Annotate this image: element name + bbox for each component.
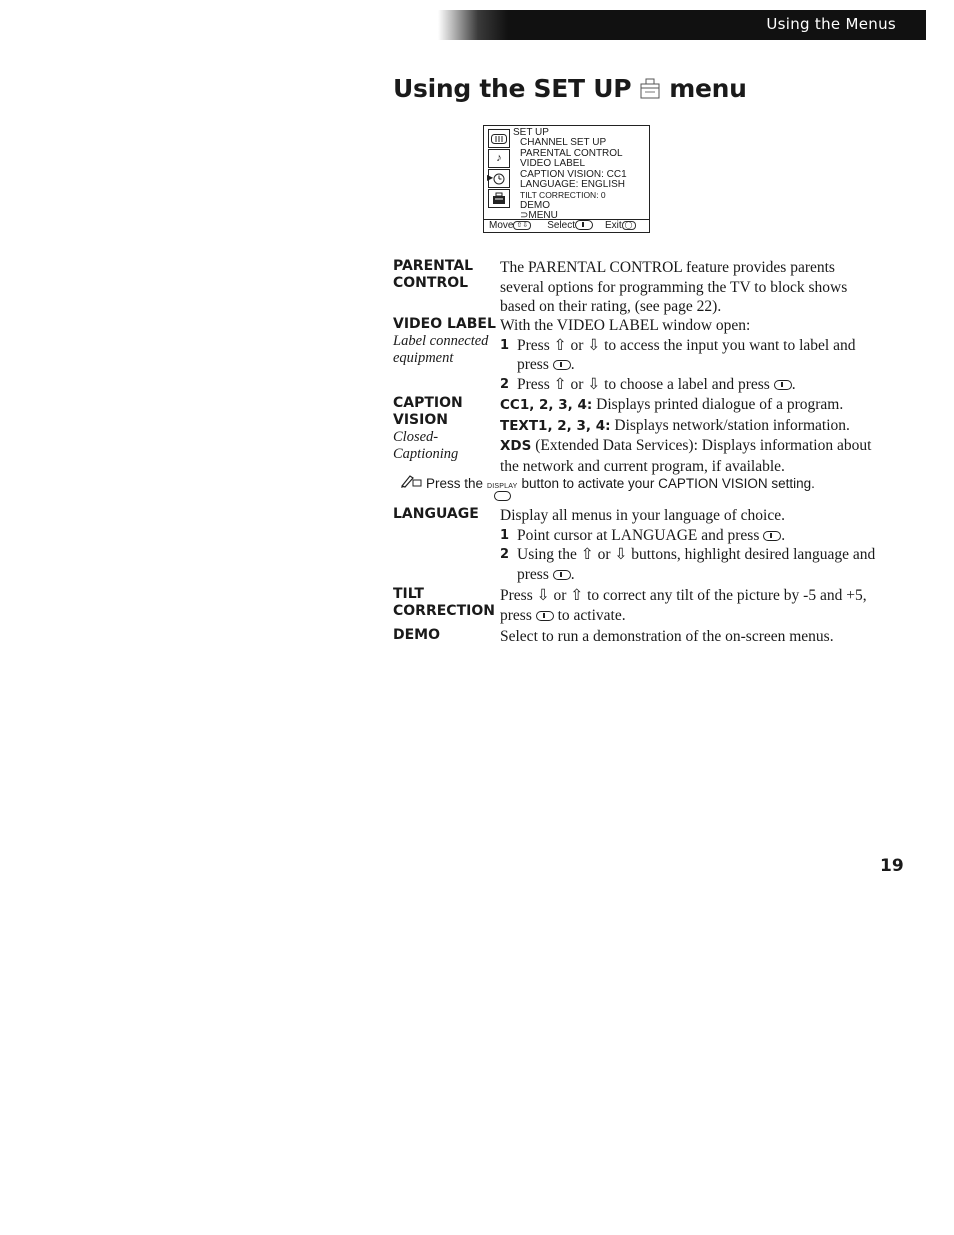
- term-video-label: [393, 316, 497, 367]
- osd-footer-exit-label: Exit: [604, 220, 622, 231]
- desc-parental-control: [500, 258, 882, 317]
- enter-button-icon: [763, 531, 781, 541]
- caption-cc-label: CC1, 2, 3, 4:: [500, 397, 593, 413]
- term-subtitle: Closed-: [393, 429, 439, 445]
- caption-text-line: [500, 416, 882, 437]
- up-down-arrows-icon: ⇧⇩: [513, 221, 531, 230]
- page-title-menu: menu: [669, 74, 747, 103]
- term-line: VISION: [393, 412, 448, 428]
- page-title: [393, 74, 747, 103]
- osd-item-channel-setup: CHANNEL SET UP: [520, 137, 607, 149]
- display-button-icon: [487, 483, 517, 501]
- term-subtitle: Label connected: [393, 333, 489, 349]
- caption-xds-line: [500, 436, 882, 476]
- page-number: 19: [880, 856, 904, 876]
- tilt-text-part1: Press ⇩ or ⇧ to correct any tilt of the picture by -5 and +5, press: [500, 587, 867, 624]
- music-note-icon: ♪: [488, 149, 510, 168]
- osd-item-parental-control: PARENTAL CONTROL: [520, 147, 623, 159]
- setup-menu-icon: [488, 189, 510, 208]
- display-button-label: DISPLAY: [487, 483, 518, 490]
- osd-item-caption-vision: CAPTION VISION: CC1: [520, 168, 627, 180]
- term-line: DEMO: [393, 627, 441, 643]
- step-number: 1: [500, 337, 510, 353]
- step-2: 2 Using the ⇧ or ⇩ buttons, highlight desired language and press .: [500, 546, 876, 583]
- caption-xds-text: (Extended Data Services): Displays information about the network and current program, if available.: [500, 437, 872, 475]
- picture-menu-icon: [488, 129, 510, 148]
- caption-note: [400, 474, 815, 501]
- cursor-arrow-icon: ▶: [487, 173, 494, 182]
- display-button-shape: [494, 491, 511, 501]
- term-line: CORRECTION: [393, 603, 495, 619]
- setup-menu-icon: [639, 78, 661, 100]
- desc-text: Select to run a demonstration of the on-screen menus.: [500, 628, 834, 645]
- term-subtitle: Captioning: [393, 446, 459, 462]
- osd-footer-select: [547, 220, 593, 232]
- caption-text-text: Displays network/station information.: [610, 416, 850, 434]
- pencil-note-icon: [400, 474, 422, 488]
- term-line: TILT: [393, 586, 424, 602]
- enter-button-icon: [553, 570, 571, 580]
- enter-button-icon: [774, 380, 792, 390]
- term-line: PARENTAL: [393, 258, 474, 274]
- term-language: [393, 506, 497, 523]
- term-line: CAPTION: [393, 395, 463, 411]
- osd-item-video-label: VIDEO LABEL: [520, 158, 586, 170]
- step-text: Using the ⇧ or ⇩ buttons, highlight desired language and press: [517, 546, 876, 583]
- term-line: LANGUAGE: [393, 506, 479, 522]
- step-number: 2: [500, 547, 510, 562]
- term-subtitle: equipment: [393, 350, 454, 366]
- osd-item-tilt-correction: TILT CORRECTION: 0: [520, 190, 606, 201]
- desc-language: [500, 506, 882, 584]
- term-tilt-correction: [393, 586, 497, 620]
- desc-text: Display all menus in your language of choice.: [500, 507, 785, 524]
- osd-item-menu-label: MENU: [528, 210, 558, 222]
- select-button-icon: [575, 220, 593, 230]
- osd-menu-title: SET UP: [513, 127, 549, 138]
- desc-caption-vision: [500, 395, 882, 476]
- desc-text: The PARENTAL CONTROL feature provides parents several options for programming the TV to block shows based on their rating, (see page 22).: [500, 259, 848, 315]
- caption-xds-label: XDS: [500, 438, 532, 454]
- note-text-after: button to activate your CAPTION VISION setting.: [521, 476, 815, 491]
- osd-item-demo: DEMO: [520, 199, 550, 211]
- osd-menu-items: [513, 128, 627, 222]
- desc-video-label: [500, 316, 882, 394]
- header-bar: [438, 10, 926, 40]
- step-text: Press ⇧ or ⇩ to choose a label and press: [517, 375, 770, 393]
- term-demo: [393, 627, 497, 644]
- step-number: 1: [500, 527, 510, 543]
- enter-button-icon: [553, 360, 571, 370]
- osd-footer: [484, 219, 649, 232]
- term-line: CONTROL: [393, 275, 469, 291]
- setup-menu-screen: [483, 125, 650, 233]
- osd-icon-column: [488, 129, 510, 208]
- desc-text: [500, 586, 882, 625]
- step-1: 1 Press ⇧ or ⇩ to access the input you want to label and press .: [500, 336, 856, 373]
- note-text-before: Press the: [426, 476, 484, 491]
- tilt-text-part2: to activate.: [557, 606, 626, 624]
- osd-footer-move-label: Move: [489, 220, 514, 231]
- step-text: Point cursor at LANGUAGE and press: [517, 526, 760, 544]
- osd-item-language: LANGUAGE: ENGLISH: [520, 179, 626, 191]
- term-caption-vision: [393, 395, 497, 463]
- osd-footer-select-label: Select: [547, 220, 575, 231]
- term-line: VIDEO LABEL: [393, 316, 496, 332]
- step-1: 1 Point cursor at LANGUAGE and press .: [500, 526, 786, 544]
- page-title-text: Using the SET UP: [393, 74, 632, 103]
- caption-text-label: TEXT1, 2, 3, 4:: [500, 417, 611, 434]
- caption-cc-line: [500, 395, 882, 416]
- step-2: 2 Press ⇧ or ⇩ to choose a label and press .: [500, 375, 796, 393]
- desc-tilt-correction: [500, 586, 882, 625]
- osd-footer-move: [489, 220, 531, 232]
- osd-footer-exit: [605, 220, 636, 232]
- step-number: 2: [500, 376, 510, 392]
- caption-cc-text: Displays printed dialogue of a program.: [592, 396, 844, 413]
- menu-button-icon: ◯: [622, 221, 636, 230]
- menu-return-icon: ⊃: [520, 210, 529, 222]
- desc-demo: [500, 627, 882, 647]
- step-text: Press ⇧ or ⇩ to access the input you want to label and press: [517, 336, 856, 373]
- desc-text: With the VIDEO LABEL window open:: [500, 317, 751, 334]
- header-title: Using the Menus: [766, 15, 896, 33]
- enter-button-icon: [536, 611, 554, 621]
- term-parental-control: [393, 258, 497, 292]
